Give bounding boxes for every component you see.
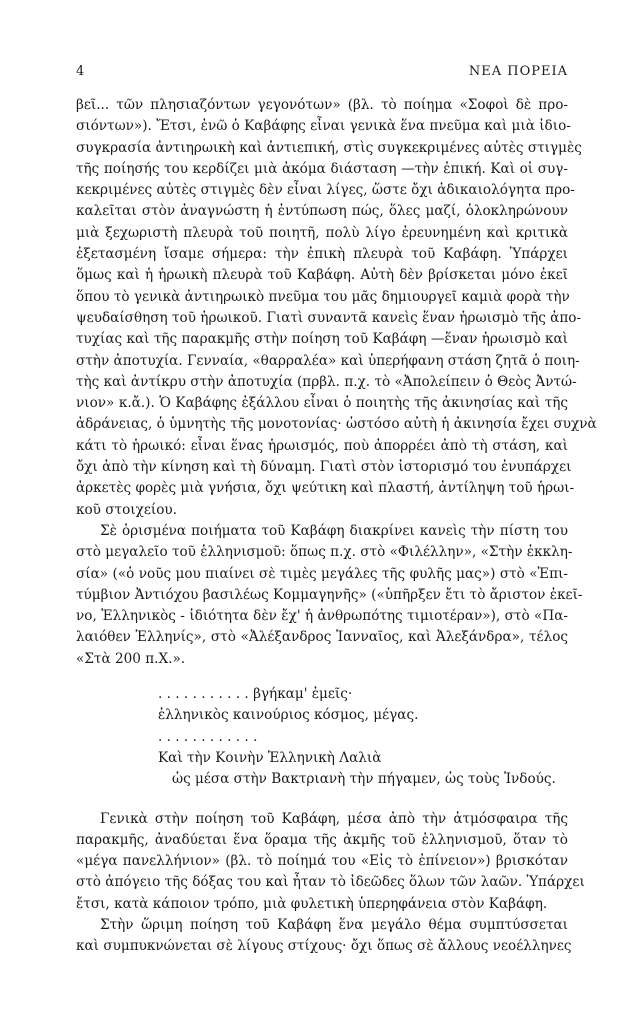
verse-line: ἑλληνικὸς καινούριος κόσμος, μέγας.: [158, 707, 419, 724]
text-line: σία» («ὁ νοῦς μου πιαίνει σὲ τιμὲς μεγάλες τῆς φυλῆς μας») στὸ «Ἐπι-: [76, 565, 568, 582]
paragraph-2: [76, 521, 583, 670]
text-line: Γενικὰ στὴν ποίηση τοῦ Καβάφη, μέσα ἀπὸ τὴν ἀτμόσφαιρα τῆς: [100, 810, 568, 827]
text-line: «Στὰ 200 π.Χ.».: [76, 650, 186, 667]
text-line: καὶ συμπυκνώνεται σὲ λίγους στίχους· ὄχι ὅπως σὲ ἄλλους νεοέλληνες: [76, 938, 572, 955]
text-line: Σὲ ὁρισμένα ποιήματα τοῦ Καβάφη διακρίνει κανεὶς τὴν πίστη του: [100, 522, 568, 539]
running-head: [76, 64, 568, 84]
text-line: κοῦ στοιχείου.: [76, 501, 177, 518]
text-line: νιον» κ.ἄ.). Ὁ Καβάφης ἐξάλλου εἶναι ὁ ποιητὴς τῆς ἀκινησίας καὶ τῆς: [76, 395, 568, 412]
text-line: μιὰ ξεχωριστὴ πλευρὰ τοῦ ποιητῆ, πολὺ λίγο ἐρευνημένη καὶ κριτικὰ: [76, 224, 568, 241]
text-line: σιόντων»). Ἔτσι, ἐνῶ ὁ Καβάφης εἶναι γενικὰ ἕνα πνεῦμα καὶ μιὰ ἰδιο-: [76, 118, 571, 135]
paragraph-3: [76, 809, 585, 915]
text-line: τύμβιον Ἀντιόχου βασιλέως Κομμαγηνῆς» («ὑπῆρξεν ἔτι τὸ ἄριστον ἐκεῖ-: [76, 586, 583, 603]
text-line: ἀδράνειας, ὁ ὑμνητὴς τῆς μονοτονίας· ὡστόσο αὐτὴ ἡ ἀκινησία ἔχει συχνὰ: [76, 416, 597, 433]
text-line: στὴν ἀποτυχία. Γενναία, «θαρραλέα» καὶ ὑπερήφανη στάση ζητᾶ ὁ ποιη-: [76, 352, 580, 369]
verse-line: ὡς μέσα στὴν Βακτριανὴ τὴν πήγαμεν, ὡς τοὺς Ἰνδούς.: [172, 771, 556, 788]
text-line: ἐξετασμένη ἴσαμε σήμερα: τὴν ἐπικὴ πλευρὰ τοῦ Καβάφη. Ὑπάρχει: [76, 246, 568, 263]
verse-line: . . . . . . . . . . . .: [158, 728, 258, 745]
body-text: [76, 95, 597, 958]
text-line: κάτι τὸ ἡρωικό: εἶναι ἕνας ἡρωισμός, ποὺ ἀπορρέει ἀπὸ τὴ στάση, καὶ: [76, 437, 568, 454]
text-line: παρακμῆς, ἀναδύεται ἕνα ὅραμα τῆς ἀκμῆς τοῦ ἑλληνισμοῦ, ὅταν τὸ: [76, 831, 568, 848]
paragraph-1: [76, 95, 597, 521]
verse-line: Καὶ τὴν Κοινὴν Ἑλληνικὴ Λαλιὰ: [158, 749, 382, 766]
text-line: ἀρκετὲς φορὲς μιὰ γνήσια, ὄχι ψεύτικη καὶ πλαστή, ἀντίληψη τοῦ ἡρωι-: [76, 480, 575, 497]
text-line: ἔτσι, κατὰ κάποιον τρόπο, μιὰ φυλετικὴ ὑπερηφάνεια στὸν Καβάφη.: [76, 895, 548, 912]
paragraph-4: [76, 915, 572, 958]
text-line: συγκρασία ἀντιηρωικὴ καὶ ἀντιεπική, στὶς συγκεκριμένες αὐτὲς στιγμὲς: [76, 139, 582, 156]
text-line: ψευδαίσθηση τοῦ ἡρωικοῦ. Γιατὶ συναντᾶ κανεὶς ἕναν ἡρωισμὸ τῆς ἀπο-: [76, 309, 582, 326]
text-line: «μέγα πανελλήνιον» (βλ. τὸ ποίημά του «Εἰς τὸ ἐπίνειον») βρισκόταν: [76, 853, 568, 870]
text-line: Στὴν ὥριμη ποίηση τοῦ Καβάφη ἕνα μεγάλο θέμα συμπτύσσεται: [100, 916, 568, 933]
text-line: τὴς καὶ ἀντίκρυ στὴν ἀποτυχία (πρβλ. π.χ. τὸ «Ἀπολείπειν ὁ Θεὸς Ἀντώ-: [76, 373, 577, 390]
verse-quotation: [158, 684, 568, 790]
text-line: ὅμως καὶ ἡ ἡρωικὴ πλευρὰ τοῦ Καβάφη. Αὐτὴ δὲν βρίσκεται μόνο ἐκεῖ: [76, 267, 568, 284]
text-line: ὅπου τὸ γενικὰ ἀντιηρωικὸ πνεῦμα του μᾶς δημιουργεῖ καμιὰ φορὰ τὴν: [76, 288, 570, 305]
text-line: νο, Ἑλληνικὸς - ἰδιότητα δὲν ἔχ' ἡ ἀνθρωπότης τιμιοτέραν»), στὸ «Πα-: [76, 608, 568, 625]
text-line: στὸ μεγαλεῖο τοῦ ἑλληνισμοῦ: ὅπως π.χ. στὸ «Φιλέλλην», «Στὴν ἐκκλη-: [76, 544, 573, 561]
text-line: κεκριμένες αὐτὲς στιγμὲς δὲν εἶναι λίγες, ὥστε ὄχι ἀδικαιολόγητα προ-: [76, 182, 575, 199]
text-line: στὸ ἀπόγειο τῆς δόξας του καὶ ἦταν τὸ ἰδεῶδες ὅλων τῶν λαῶν. Ὑπάρχει: [76, 874, 585, 891]
text-line: τῆς ποίησής του κερδίζει μιὰ ἀκόμα διάσταση —τὴν ἐπική. Καὶ οἱ συγ-: [76, 160, 568, 177]
text-line: καλεῖται στὸν ἀναγνώστη ἡ ἐντύπωση πώς, ὅλες μαζί, ὁλοκληρώνουν: [76, 203, 568, 220]
page-number: 4: [76, 64, 85, 79]
verse-line: . . . . . . . . . . . βγήκαμ' ἐμεῖς·: [158, 686, 353, 703]
text-line: λαιόθεν Ἑλληνίς», στὸ «Ἀλέξανδρος Ἰανναῖος, καὶ Ἀλεξάνδρα», τέλος: [76, 629, 568, 646]
text-line: βεῖ... τῶν πλησιαζόντων γεγονότων» (βλ. τὸ ποίημα «Σοφοὶ δὲ προ-: [76, 97, 568, 113]
text-line: τυχίας καὶ τῆς παρακμῆς στὴν ποίηση τοῦ Καβάφη —ἕναν ἡρωισμὸ καὶ: [76, 331, 568, 348]
journal-title: ΝΕΑ ΠΟΡΕΙΑ: [468, 64, 568, 79]
text-line: ὄχι ἀπὸ τὴν κίνηση καὶ τὴ δύναμη. Γιατὶ στὸν ἱστορισμό του ἐνυπάρχει: [76, 459, 572, 476]
